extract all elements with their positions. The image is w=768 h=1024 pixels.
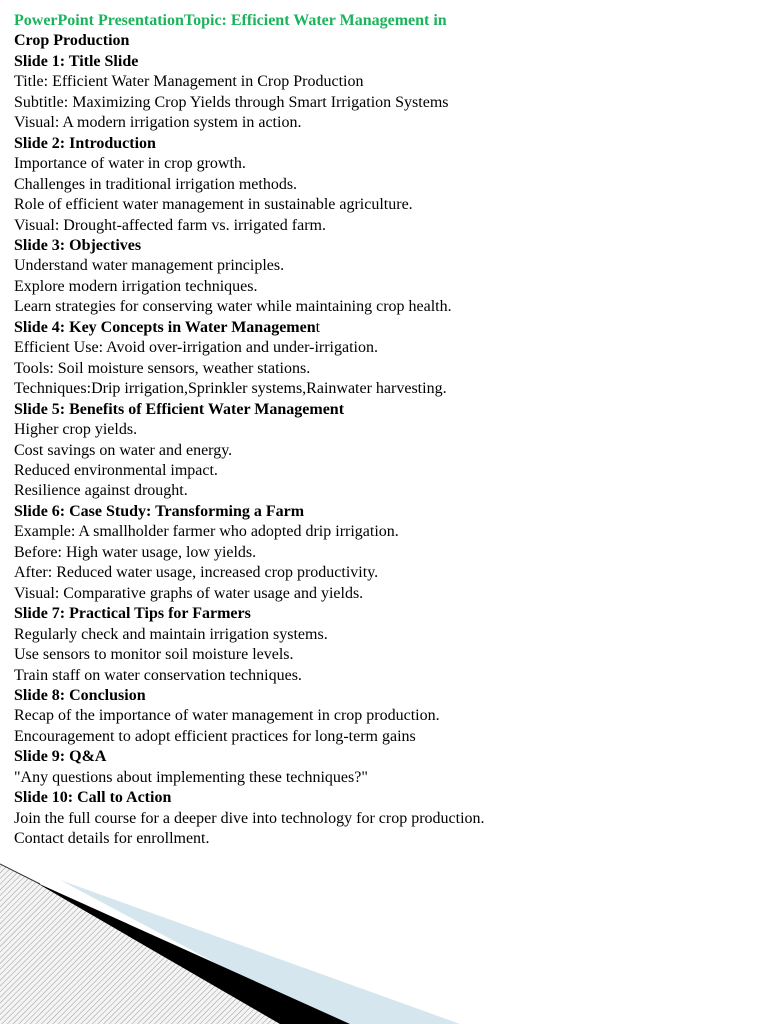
slide-3-line: Explore modern irrigation techniques.: [14, 277, 258, 295]
slide-4-heading-tail: t: [315, 318, 321, 336]
slide-7-line: Use sensors to monitor soil moisture levels.: [14, 646, 294, 664]
slide-8-heading: Slide 8: Conclusion: [14, 686, 146, 704]
slide-9-line: "Any questions about implementing these techniques?": [14, 768, 368, 786]
slide-5-line: Resilience against drought.: [14, 482, 188, 500]
slide-4-heading: Slide 4: Key Concepts in Water Managemen: [14, 318, 316, 336]
slide-5-heading: Slide 5: Benefits of Efficient Water Management: [14, 400, 345, 418]
slide-7-heading: Slide 7: Practical Tips for Farmers: [14, 605, 251, 623]
slide-2-line: Visual: Drought-affected farm vs. irrigated farm.: [14, 216, 326, 234]
slide-8-line: Recap of the importance of water management in crop production.: [14, 707, 440, 725]
slide-6-line: Visual: Comparative graphs of water usage and yields.: [14, 584, 364, 602]
slide-2-line: Importance of water in crop growth.: [14, 155, 246, 173]
slide-7-line: Train staff on water conservation techniques.: [14, 666, 302, 684]
slide-9-heading: Slide 9: Q&A: [14, 748, 107, 766]
slide-6-heading: Slide 6: Case Study: Transforming a Farm: [14, 502, 305, 520]
decor-hatched-region: [0, 864, 280, 1024]
slide-10-line: Join the full course for a deeper dive into technology for crop production.: [14, 809, 485, 827]
slide-1-heading: Slide 1: Title Slide: [14, 52, 139, 70]
slide-5-line: Cost savings on water and energy.: [14, 441, 233, 459]
slide-5-line: Higher crop yields.: [14, 421, 138, 439]
slide-4-heading-row: [14, 318, 534, 338]
slide-1-line: Title: Efficient Water Management in Crop Production: [14, 73, 364, 91]
slide-3-line: Learn strategies for conserving water while maintaining crop health.: [14, 298, 452, 316]
slide-8-line: Encouragement to adopt efficient practices for long-term gains: [14, 727, 416, 745]
slide-4-line: Techniques:Drip irrigation,Sprinkler systems,Rainwater harvesting.: [14, 380, 447, 398]
slide-4-line: Efficient Use: Avoid over-irrigation and under-irrigation.: [14, 339, 378, 357]
slide-6-line: After: Reduced water usage, increased crop productivity.: [14, 564, 379, 582]
document-title-line-1: PowerPoint PresentationTopic: Efficient Water Management in: [14, 12, 447, 29]
slide-1-line: Visual: A modern irrigation system in action.: [14, 114, 302, 132]
slide-3-heading: Slide 3: Objectives: [14, 236, 142, 254]
slide-7-line: Regularly check and maintain irrigation systems.: [14, 625, 328, 643]
document-title-line-2: Crop Production: [14, 32, 130, 50]
slide-5-line: Reduced environmental impact.: [14, 461, 218, 479]
slide-2-heading: Slide 2: Introduction: [14, 134, 156, 152]
slide-2-line: Challenges in traditional irrigation methods.: [14, 175, 298, 193]
slide-6-line: Example: A smallholder farmer who adopted drip irrigation.: [14, 523, 399, 541]
slide-1-line: Subtitle: Maximizing Crop Yields through Smart Irrigation Systems: [14, 93, 449, 111]
slide-3-line: Understand water management principles.: [14, 257, 285, 275]
document-body: [14, 11, 534, 850]
slide-4-line: Tools: Soil moisture sensors, weather stations.: [14, 359, 311, 377]
slide-10-line: Contact details for enrollment.: [14, 830, 210, 848]
decorative-corner-graphic: [0, 850, 768, 1024]
slide-6-line: Before: High water usage, low yields.: [14, 543, 257, 561]
slide-10-heading: Slide 10: Call to Action: [14, 789, 172, 807]
slide-2-line: Role of efficient water management in sustainable agriculture.: [14, 196, 413, 214]
